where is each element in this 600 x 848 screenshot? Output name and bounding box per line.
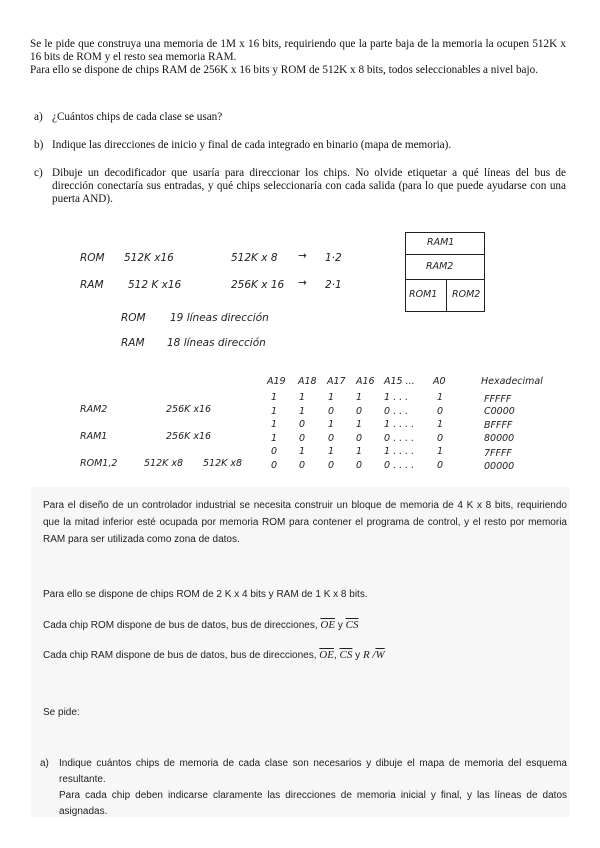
table-header-a16: A16 [356,376,375,387]
problem2-intro: Para el diseño de un controlador industrial se necesita construir un bloque de memoria de 4 K x 8 bits, requiriendo que la mitad inferior esté ocupada por memoria ROM para contener el programa de control, y el resto por memoria RAM para ser utilizada como zona de datos. [43,500,567,545]
bit: 0 [328,406,335,417]
question-a [34,111,566,124]
bit: 1 . . . . [384,446,415,457]
hw-ram-b: 256K x 16 [231,279,285,291]
bit: 1 [356,392,363,403]
problem1-intro [30,38,566,78]
problem1-intro-text: Se le pide que construya una memoria de 1M x 16 bits, requiriendo que la parte baja de la memoria la ocupen 512K x 16 bits de ROM y el resto sea memoria RAM. [30,38,566,64]
bit: 1 [271,406,278,417]
bit: 1 . . . [384,392,409,403]
question-b-label: b) [34,139,44,151]
problem2-chips: Para ello se dispone de chips ROM de 2 K x 4 bits y RAM de 1 K x 8 bits. [43,589,368,600]
bit: 1 [299,392,306,403]
question-c-label: c) [34,167,43,179]
bit: 0 [356,406,363,417]
problem2-ram-pins [43,647,567,664]
problem2-question-a-label: a) [40,758,49,769]
hw-rom-lines-text: 19 líneas dirección [170,312,269,324]
oe-signal: $\overline{OE}$ [320,619,336,631]
memory-map-divider-2 [405,279,484,280]
problem2-se-pide: Se pide: [43,707,80,718]
table-header-a18: A18 [298,376,317,387]
bit: 0 [437,406,444,417]
bit: 1 . . . . [384,419,415,430]
memory-map-divider-3 [446,279,447,311]
hw-rom-arrow: → [298,250,307,262]
table-header-a15: A15 ... [384,376,415,387]
comma: , [333,650,337,661]
hex-value: 00000 [484,461,515,472]
memory-map-ram1: RAM1 [427,237,455,248]
rw-signal-w: $\overline{W}$ [375,649,385,661]
hw-rom-b: 512K x 8 [231,252,278,264]
problem2-question-a-text: Indique cuántos chips de memoria de cada clase son necesarios y dibuje el mapa de memoria del esquema resultante. [59,758,567,785]
bit: 1 [328,419,335,430]
hex-value: C0000 [484,406,515,417]
hw-rom-res: 1·2 [325,252,342,264]
bit: 1 [271,392,278,403]
bit: 0 [299,460,306,471]
bit: 1 [437,392,444,403]
problem2-question-a-text2: Para cada chip deben indicarse claramente las direcciones de memoria inicial y final, y las líneas de datos asignadas. [59,790,567,817]
bit: 0 . . . . [384,433,415,444]
memory-map-divider-1 [405,254,484,255]
bit: 0 [299,419,306,430]
hw-rom-a: 512K x16 [124,252,174,264]
hex-value: BFFFF [484,420,513,431]
hw-rom-chip: ROM [80,252,105,264]
bit: 1 [328,446,335,457]
bit: 0 . . . [384,406,409,417]
hex-value: 7FFFF [484,448,512,459]
hex-value: 80000 [484,433,515,444]
bit: 1 [271,419,278,430]
question-b [34,139,566,152]
table-header-a19: A19 [267,376,286,387]
bit: 0 [299,433,306,444]
ram-pins-prefix: Cada chip RAM dispone de bus de datos, bus de direcciones, [43,650,317,661]
rw-signal-r: R / [362,649,376,661]
bit: 0 [356,433,363,444]
conj-y-ram: y [355,650,361,661]
bit: 1 [437,446,444,457]
question-a-label: a) [34,111,43,123]
question-c [34,167,566,207]
table-header-a0: A0 [433,376,446,387]
memory-map-rom1: ROM1 [409,289,438,300]
question-c-text: Dibuje un decodificador que usaría para direccionar los chips. No olvide etiquetar a qué líneas del bus de dirección conectaría sus entradas, y qué chips seleccionaría con cada salida (para lo que puede ayudarse con una puerta AND). [52,167,566,206]
memory-map-ram2: RAM2 [426,261,454,272]
table-row-rom-size: 512K x8 [144,458,184,469]
bit: 1 [299,446,306,457]
table-row-rom-size2: 512K x8 [203,458,243,469]
bit: 1 [437,419,444,430]
bit: 0 [328,460,335,471]
bit: 0 [328,433,335,444]
question-a-text: ¿Cuántos chips de cada clase se usan? [52,111,223,123]
cs-signal-ram: $\overline{CS}$ [339,649,353,661]
oe-signal-ram: $\overline{OE}$ [319,649,334,661]
hw-rom-lines-chip: ROM [121,312,146,324]
conj-y: y [337,620,343,631]
hex-value: FFFFF [484,394,512,405]
bit: 0 [271,446,278,457]
table-row-ram1-name: RAM1 [80,431,108,442]
hw-ram-a: 512 K x16 [128,279,182,291]
table-row-ram2-size: 256K x16 [166,404,212,415]
bit: 0 [437,460,444,471]
table-row-ram1-size: 256K x16 [166,431,212,442]
memory-map-rom2: ROM2 [452,289,481,300]
hw-ram-chip: RAM [80,279,104,291]
hw-ram-res: 2·1 [325,279,342,291]
problem2-rom-pins [43,617,567,634]
cs-signal: $\overline{CS}$ [345,619,359,631]
bit: 0 [356,460,363,471]
bit: 0 . . . . [384,460,415,471]
table-row-ram2-name: RAM2 [80,404,108,415]
bit: 1 [271,433,278,444]
bit: 0 [437,433,444,444]
bit: 1 [356,446,363,457]
hw-ram-arrow: → [298,277,307,289]
question-b-text: Indique las direcciones de inicio y final de cada integrado en binario (mapa de memoria). [52,139,452,151]
table-header-a17: A17 [327,376,346,387]
bit: 0 [271,460,278,471]
bit: 1 [328,392,335,403]
hw-ram-lines-text: 18 líneas dirección [167,337,266,349]
bit: 1 [299,406,306,417]
problem2-question-a [40,756,567,820]
bit: 1 [356,419,363,430]
table-header-hex: Hexadecimal [481,376,543,387]
rom-pins-prefix: Cada chip ROM dispone de bus de datos, bus de direcciones, [43,620,318,631]
hw-ram-lines-chip: RAM [121,337,145,349]
problem1-intro2-text: Para ello se dispone de chips RAM de 256K x 16 bits y ROM de 512K x 8 bits, todos seleccionables a nivel bajo. [30,64,539,77]
table-row-rom-name: ROM1,2 [80,458,118,469]
